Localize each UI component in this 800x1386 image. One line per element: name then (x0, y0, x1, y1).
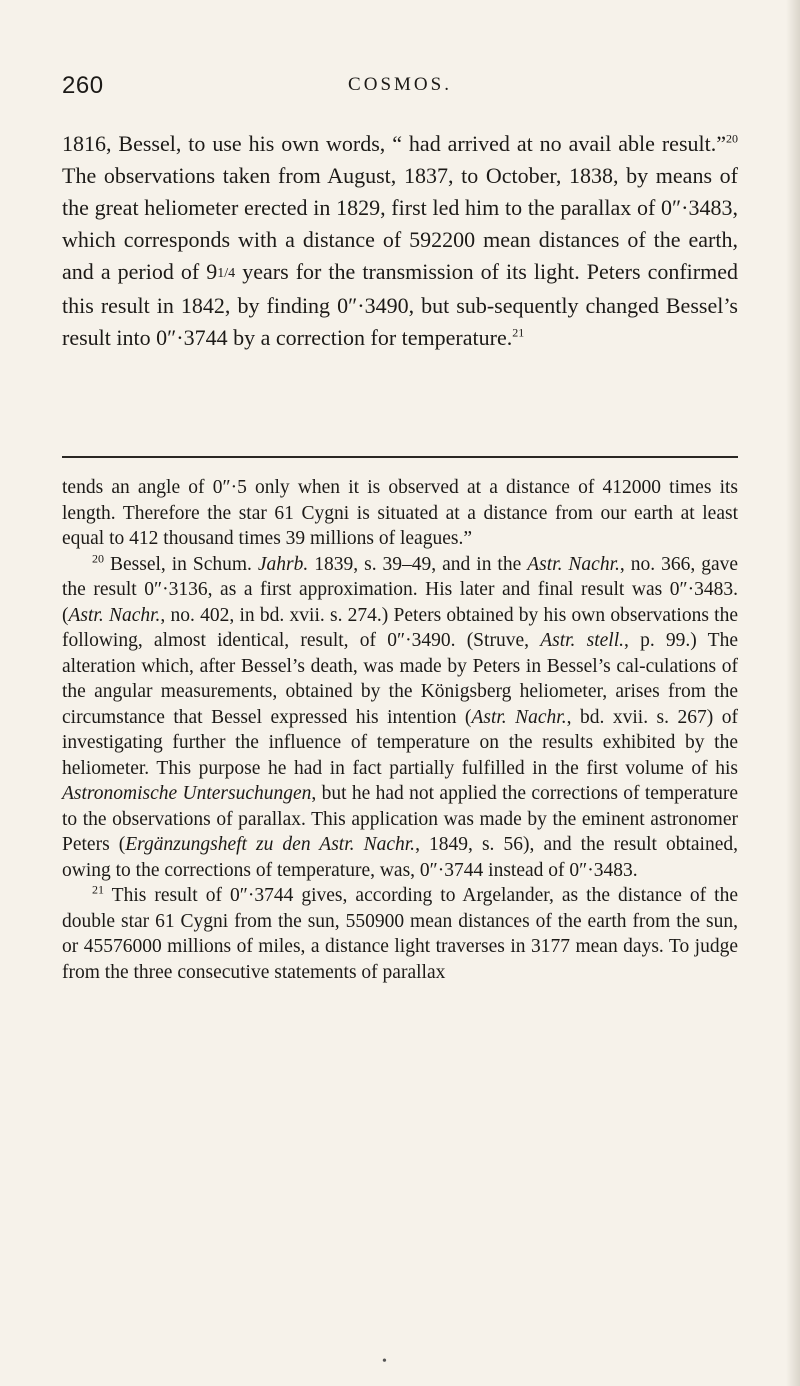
italic-citation: Astr. Nachr. (68, 604, 161, 626)
footnote-continuation: tends an angle of 0″·5 only when it is observed at a distance of 412000 times its length. Therefore the star 61 Cygni is situated at a distance from our earth at least equal to 412 thousand times 39 millions of leagues.” (62, 477, 738, 549)
paragraph (62, 128, 738, 354)
footnote-ref-20: 20 (726, 131, 738, 146)
footnote-20 (62, 552, 738, 884)
text-run: 1816, Bessel, to use his own words, “ had arrived at no avail able result.” (62, 131, 726, 156)
page-edge-shadow (786, 0, 800, 1386)
text-run: years for the transmission of its light. Peters confirmed this result in 1842, by finding 0″·3490, but sub-sequently changed Bessel’s result into 0″·3744 by a correction for temperature. (62, 259, 738, 350)
fraction: 1/4 (217, 266, 236, 281)
italic-citation: Astr. Nachr. (527, 553, 620, 575)
running-title: COSMOS. (348, 74, 452, 95)
ink-speck: • (382, 1354, 387, 1369)
footnote-21 (62, 883, 738, 985)
italic-citation: Ergänzungsheft zu den Astr. Nachr. (125, 834, 416, 855)
text-run: , no. 402, in bd. xvii. s. 274.) Peters obtained by his own observations the following, almost identical, result, of 0″·3490. (Struve, (62, 604, 738, 651)
footnote-marker: 21 (92, 882, 104, 897)
italic-citation: Astr. Nachr. (471, 706, 567, 728)
italic-citation: Jahrb. (257, 553, 309, 575)
text-run: This result of 0″·3744 gives, according to Argelander, as the distance of the double star 61 Cygni from the sun, 550900 mean distances of the earth from the sun, or 45576000 millions of miles, a distance light traverses in 3177 mean days. To judge from the three consecutive statements of parallax (62, 885, 738, 983)
footnote-ref-21: 21 (512, 325, 525, 340)
italic-citation: Astr. stell. (540, 630, 624, 651)
footnote-divider (62, 456, 738, 458)
text-run: , but he had not applied the corrections of temperature to the observations of parallax. This application was made by the eminent astronomer Peters ( (62, 783, 738, 855)
text-run: , 1849, s. 56), and the result obtained, owing to the corrections of temperature, was, 0″·3744 instead of 0″·3483. (62, 834, 738, 881)
text-run: The observations taken from August, 1837, to October, 1838, by means of the great heliometer erected in 1829, first led him to the parallax of 0″·3483, which corresponds with a distance of 592200 mean distances of the earth, and a period of 9 (62, 163, 738, 284)
text-run: , bd. xvii. s. 267) of investigating further the influence of temperature on the results exhibited by the heliometer. This purpose he had in fact partially fulfilled in the first volume of his (62, 706, 738, 779)
main-text (62, 128, 738, 354)
italic-citation: Astronomische Untersuchungen (62, 783, 312, 804)
footnotes (62, 475, 738, 985)
text-run: , p. 99.) The alteration which, after Bessel’s death, was made by Peters in Bessel’s cal-culations of the angular measurements, obtained by the Königsberg heliometer, arises from the circumstance that Bessel expressed his intention ( (62, 630, 738, 728)
text-run: 1839, s. 39–49, and in the (308, 553, 528, 575)
page-number: 260 (62, 72, 104, 99)
running-head (62, 72, 738, 112)
text-run: , no. 366, gave the result 0″·3136, as a first approximation. His later and final result was 0″·3483. ( (62, 553, 739, 626)
footnote-marker: 20 (92, 551, 104, 565)
text-run: Bessel, in Schum. (104, 553, 258, 575)
